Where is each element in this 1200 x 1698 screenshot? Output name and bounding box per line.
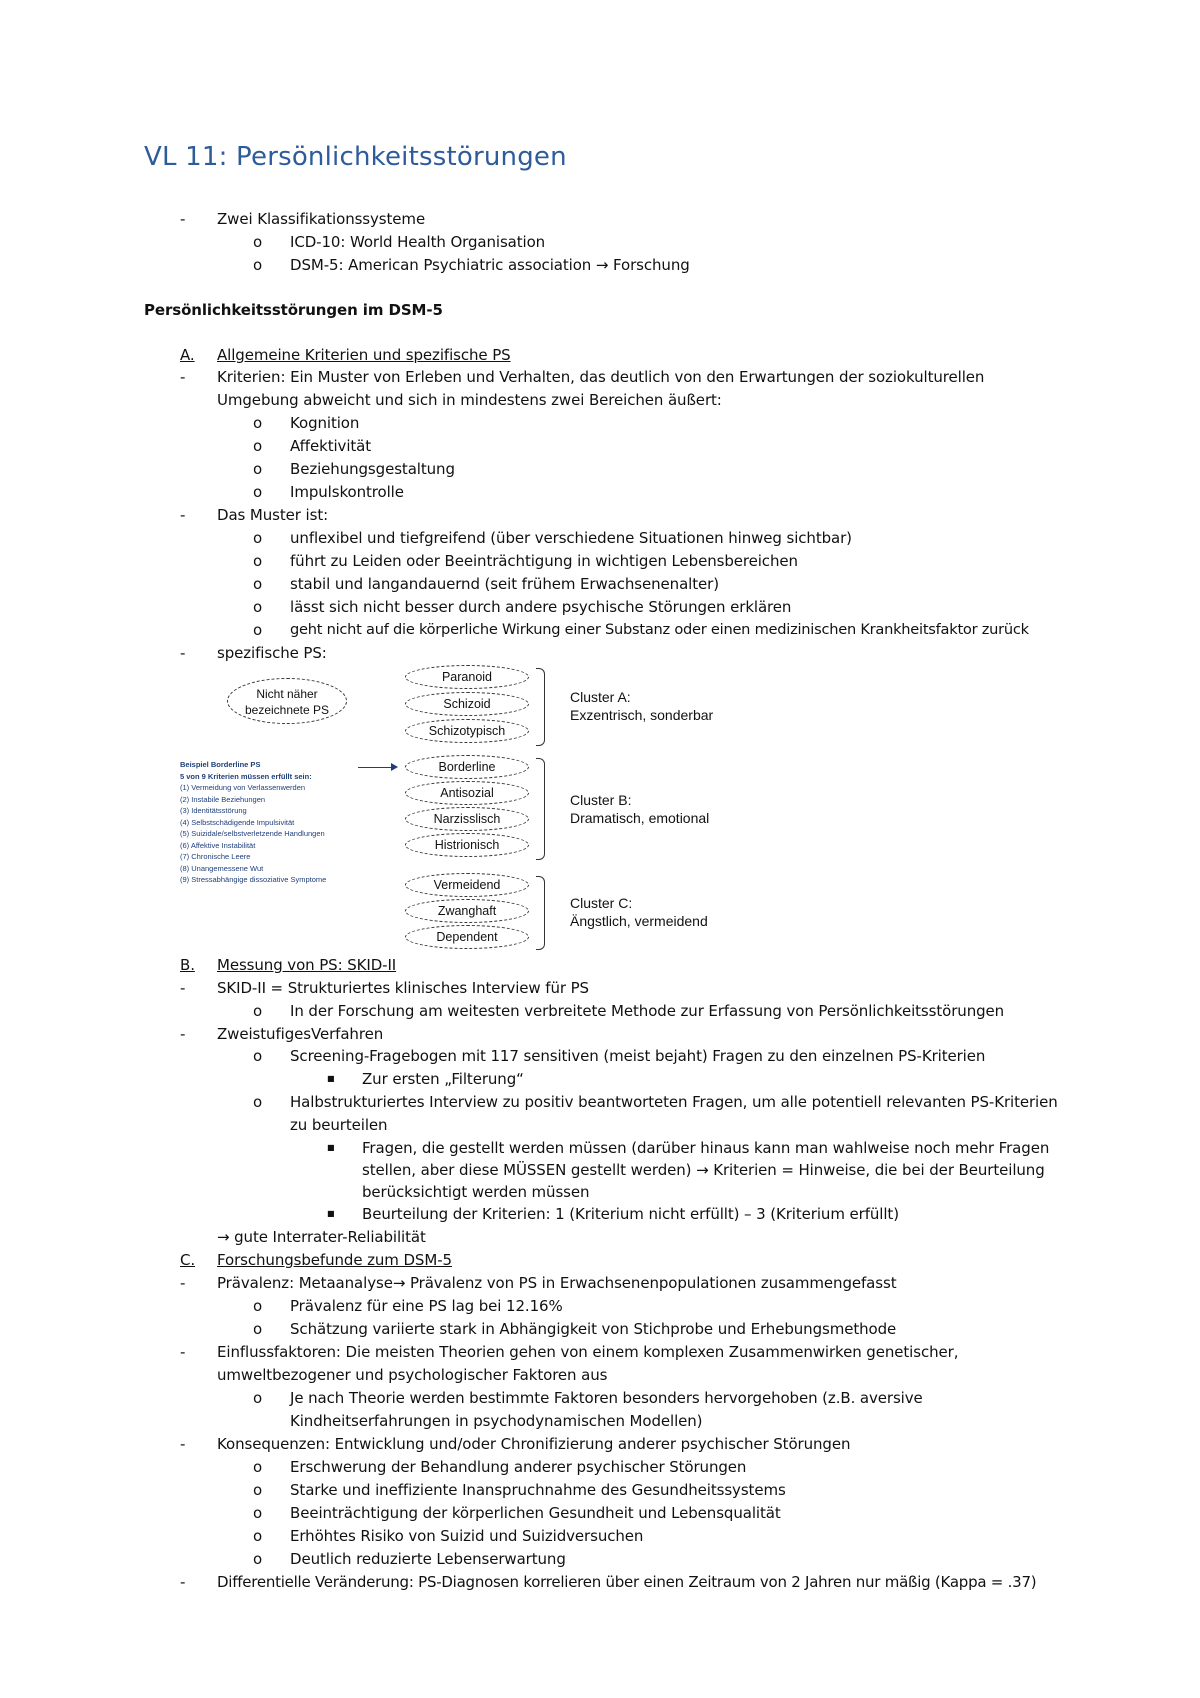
intro-item: DSM-5: American Psychiatric association → Forschung bbox=[290, 256, 690, 274]
cluster-name: Cluster B: bbox=[570, 792, 632, 808]
consequence-item: Erhöhtes Risiko von Suizid und Suizidversuchen bbox=[290, 1527, 644, 1545]
area-item: Beziehungsgestaltung bbox=[290, 460, 455, 478]
nnb-oval bbox=[227, 678, 347, 724]
section-a-heading: Allgemeine Kriterien und spezifische PS bbox=[217, 346, 511, 364]
muster-item: lässt sich nicht besser durch andere psychische Störungen erklären bbox=[290, 598, 792, 616]
bracket-cluster-c bbox=[536, 876, 545, 950]
oval-dependent: Dependent bbox=[405, 925, 529, 949]
borderline-item: (4) Selbstschädigende Impulsivität bbox=[180, 817, 295, 827]
borderline-item: (5) Suizidale/selbstverletzende Handlungen bbox=[180, 829, 325, 838]
oval-narzisslisch: Narzisslisch bbox=[405, 807, 529, 831]
criteria-line: Kriterien: Ein Muster von Erleben und Verhalten, das deutlich von den Erwartungen der soziokulturellen bbox=[217, 368, 985, 386]
cluster-a-label bbox=[570, 688, 713, 724]
circle-bullet: o bbox=[253, 529, 263, 547]
muster-item: geht nicht auf die körperliche Wirkung einer Substanz oder einen medizinischen Krankheitsfaktor zurück bbox=[290, 621, 1029, 638]
circle-bullet: o bbox=[253, 1047, 263, 1065]
circle-bullet: o bbox=[253, 1002, 263, 1020]
circle-bullet: o bbox=[253, 1093, 263, 1111]
oval-zwanghaft: Zwanghaft bbox=[405, 899, 529, 923]
borderline-item: (8) Unangemessene Wut bbox=[180, 863, 264, 873]
circle-bullet: o bbox=[253, 1389, 263, 1407]
oval-vermeidend: Vermeidend bbox=[405, 873, 529, 897]
prevalence-line: Prävalenz: Metaanalyse→ Prävalenz von PS in Erwachsenenpopulationen zusammengefasst bbox=[217, 1274, 897, 1292]
borderline-subtitle: 5 von 9 Kriterien müssen erfüllt sein: bbox=[180, 771, 312, 781]
section-letter: C. bbox=[180, 1251, 196, 1269]
oval-histrionisch: Histrionisch bbox=[405, 833, 529, 857]
cluster-name: Cluster C: bbox=[570, 895, 633, 911]
cluster-desc: Dramatisch, emotional bbox=[570, 810, 710, 826]
circle-bullet: o bbox=[253, 552, 263, 570]
skid-subitem: Fragen, die gestellt werden müssen (darüber hinaus kann man wahlweise noch mehr Fragen bbox=[362, 1139, 1050, 1157]
skid-line: SKID-II = Strukturiertes klinisches Interview für PS bbox=[217, 979, 589, 997]
circle-bullet: o bbox=[253, 1527, 263, 1545]
factors-line: umweltbezogener und psychologischer Faktoren aus bbox=[217, 1366, 608, 1384]
borderline-item: (9) Stressabhängige dissoziative Symptome bbox=[180, 875, 327, 884]
circle-bullet: o bbox=[253, 598, 263, 616]
prevalence-item: Schätzung variierte stark in Abhängigkeit von Stichprobe und Erhebungsmethode bbox=[290, 1320, 897, 1338]
intro-item: ICD-10: World Health Organisation bbox=[290, 233, 546, 251]
circle-bullet: o bbox=[253, 437, 263, 455]
skid-item: Halbstrukturiertes Interview zu positiv beantworteten Fragen, um alle potentiell relevanten PS-Kriterien bbox=[290, 1093, 1058, 1111]
skid-subitem: berücksichtigt werden müssen bbox=[362, 1183, 590, 1201]
borderline-criteria-box bbox=[180, 759, 326, 886]
specific-ps-line: spezifische PS: bbox=[217, 644, 327, 662]
circle-bullet: o bbox=[253, 1297, 263, 1315]
oval-antisozial: Antisozial bbox=[405, 781, 529, 805]
square-bullet: ■ bbox=[327, 1209, 335, 1218]
prevalence-item: Prävalenz für eine PS lag bei 12.16% bbox=[290, 1297, 563, 1315]
dash-bullet: - bbox=[180, 1573, 186, 1591]
bracket-cluster-a bbox=[536, 668, 545, 746]
area-item: Impulskontrolle bbox=[290, 483, 404, 501]
circle-bullet: o bbox=[253, 256, 263, 274]
skid-subitem: Beurteilung der Kriterien: 1 (Kriterium nicht erfüllt) – 3 (Kriterium erfüllt) bbox=[362, 1205, 899, 1223]
skid-line: ZweistufigesVerfahren bbox=[217, 1025, 384, 1043]
reliability-line: → gute Interrater-Reliabilität bbox=[217, 1228, 426, 1246]
dash-bullet: - bbox=[180, 210, 186, 228]
circle-bullet: o bbox=[253, 1504, 263, 1522]
skid-subitem: Zur ersten „Filterung“ bbox=[362, 1070, 524, 1088]
consequence-item: Deutlich reduzierte Lebenserwartung bbox=[290, 1550, 566, 1568]
circle-bullet: o bbox=[253, 1550, 263, 1568]
circle-bullet: o bbox=[253, 1320, 263, 1338]
cluster-desc: Exzentrisch, sonderbar bbox=[570, 707, 714, 723]
cluster-name: Cluster A: bbox=[570, 689, 631, 705]
skid-item: Screening-Fragebogen mit 117 sensitiven (meist bejaht) Fragen zu den einzelnen PS-Kriterien bbox=[290, 1047, 986, 1065]
circle-bullet: o bbox=[253, 1458, 263, 1476]
skid-subitem: stellen, aber diese MÜSSEN gestellt werden) → Kriterien = Hinweise, die bei der Beurteilung bbox=[362, 1161, 1045, 1179]
oval-schizoid: Schizoid bbox=[405, 692, 529, 716]
borderline-title: Beispiel Borderline PS bbox=[180, 760, 261, 769]
muster-item: stabil und langandauernd (seit frühem Erwachsenenalter) bbox=[290, 575, 719, 593]
muster-line: Das Muster ist: bbox=[217, 506, 329, 524]
skid-item: In der Forschung am weitesten verbreitete Methode zur Erfassung von Persönlichkeitsstörungen bbox=[290, 1002, 1005, 1020]
dash-bullet: - bbox=[180, 1025, 186, 1043]
circle-bullet: o bbox=[253, 1481, 263, 1499]
arrow-to-borderline bbox=[358, 767, 396, 768]
dash-bullet: - bbox=[180, 368, 186, 386]
consequences-line: Konsequenzen: Entwicklung und/oder Chronifizierung anderer psychischer Störungen bbox=[217, 1435, 851, 1453]
oval-borderline: Borderline bbox=[405, 755, 529, 779]
oval-schizotypisch: Schizotypisch bbox=[405, 719, 529, 743]
dash-bullet: - bbox=[180, 1435, 186, 1453]
circle-bullet: o bbox=[253, 233, 263, 251]
bracket-cluster-b bbox=[536, 758, 545, 860]
section-letter: B. bbox=[180, 956, 195, 974]
dash-bullet: - bbox=[180, 506, 186, 524]
section-c-heading: Forschungsbefunde zum DSM-5 bbox=[217, 1251, 452, 1269]
nnb-label: bezeichnete PS bbox=[244, 703, 330, 717]
factors-line: Einflussfaktoren: Die meisten Theorien gehen von einem komplexen Zusammenwirken genetischer, bbox=[217, 1343, 959, 1361]
borderline-item: (7) Chronische Leere bbox=[180, 852, 251, 861]
skid-item: zu beurteilen bbox=[290, 1116, 388, 1134]
area-item: Kognition bbox=[290, 414, 360, 432]
nnb-label: Nicht näher bbox=[256, 687, 318, 701]
consequence-item: Beeinträchtigung der körperlichen Gesundheit und Lebensqualität bbox=[290, 1504, 781, 1522]
cluster-b-label bbox=[570, 791, 709, 827]
circle-bullet: o bbox=[253, 483, 263, 501]
borderline-item: (6) Affektive Instabilität bbox=[180, 840, 256, 850]
dash-bullet: - bbox=[180, 1274, 186, 1292]
circle-bullet: o bbox=[253, 414, 263, 432]
oval-paranoid: Paranoid bbox=[405, 665, 529, 689]
section-heading: Persönlichkeitsstörungen im DSM-5 bbox=[144, 301, 443, 319]
circle-bullet: o bbox=[253, 621, 263, 639]
ps-cluster-diagram bbox=[178, 662, 738, 948]
dash-bullet: - bbox=[180, 644, 186, 662]
consequence-item: Starke und ineffiziente Inanspruchnahme des Gesundheitssystems bbox=[290, 1481, 786, 1499]
page-title: VL 11: Persönlichkeitsstörungen bbox=[144, 142, 567, 172]
square-bullet: ■ bbox=[327, 1074, 335, 1083]
factors-item: Kindheitserfahrungen in psychodynamischen Modellen) bbox=[290, 1412, 703, 1430]
dash-bullet: - bbox=[180, 1343, 186, 1361]
circle-bullet: o bbox=[253, 460, 263, 478]
intro-line: Zwei Klassifikationssysteme bbox=[217, 210, 426, 228]
muster-item: führt zu Leiden oder Beeinträchtigung in wichtigen Lebensbereichen bbox=[290, 552, 798, 570]
borderline-item: (3) Identitätsstörung bbox=[180, 806, 247, 815]
criteria-line: Umgebung abweicht und sich in mindestens zwei Bereichen äußert: bbox=[217, 391, 722, 409]
circle-bullet: o bbox=[253, 575, 263, 593]
muster-item: unflexibel und tiefgreifend (über verschiedene Situationen hinweg sichtbar) bbox=[290, 529, 852, 547]
cluster-c-label bbox=[570, 894, 708, 930]
differential-line: Differentielle Veränderung: PS-Diagnosen korrelieren über einen Zeitraum von 2 Jahren nur mäßig (Kappa = .37) bbox=[217, 1573, 1037, 1591]
dash-bullet: - bbox=[180, 979, 186, 997]
section-letter: A. bbox=[180, 346, 195, 364]
area-item: Affektivität bbox=[290, 437, 372, 455]
borderline-item: (2) Instabile Beziehungen bbox=[180, 794, 266, 804]
borderline-item: (1) Vermeidung von Verlassenwerden bbox=[180, 783, 306, 792]
cluster-desc: Ängstlich, vermeidend bbox=[570, 913, 708, 929]
consequence-item: Erschwerung der Behandlung anderer psychischer Störungen bbox=[290, 1458, 747, 1476]
square-bullet: ■ bbox=[327, 1143, 335, 1152]
factors-item: Je nach Theorie werden bestimmte Faktoren besonders hervorgehoben (z.B. aversive bbox=[290, 1389, 923, 1407]
section-b-heading: Messung von PS: SKID-II bbox=[217, 956, 397, 974]
